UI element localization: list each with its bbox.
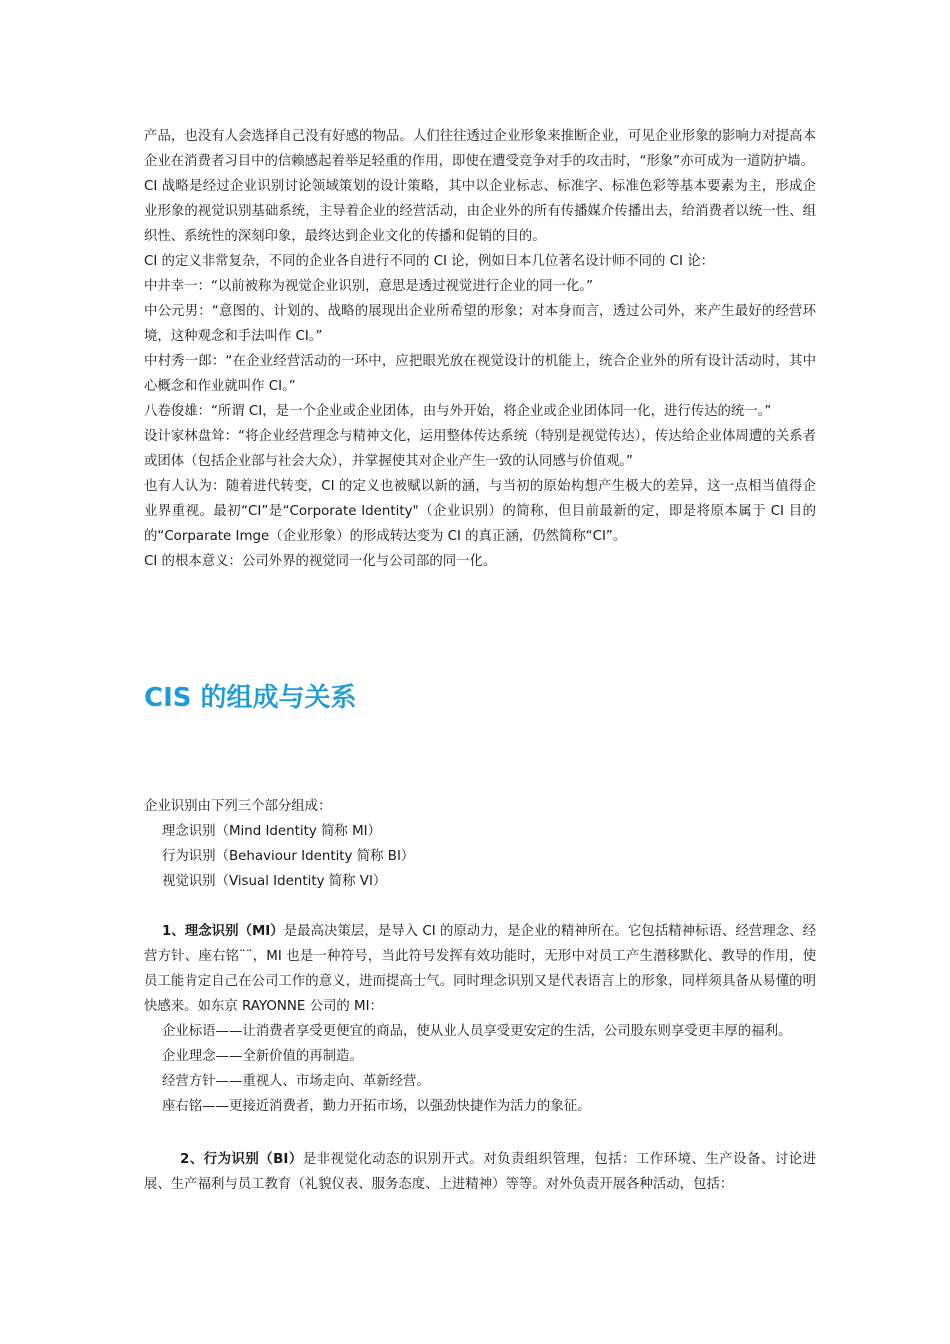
section-heading: CIS 的组成与关系 xyxy=(144,683,357,713)
document-page xyxy=(144,124,816,1192)
bi-title: 2、行为识别（BI） xyxy=(180,1152,303,1167)
intro-paragraph-2: CI 战略是经过企业识别讨论领域策划的设计策略，其中以企业标志、标准字、标准色彩等基本要素为主，形成企业形象的视觉识别基础系统，主导着企业的经营活动，由企业外的所有传播媒介传播出去，给消费者以统一性、组织性、系统性的深刻印象，最终达到企业文化的传播和促销的目的。 xyxy=(144,179,816,244)
part-item-bi: 行为识别（Behaviour Identity 简称 BI） xyxy=(162,849,415,864)
spacer xyxy=(144,894,816,919)
mi-item-policy: 经营方针——重视人、市场走向、革新经营。 xyxy=(162,1074,430,1089)
bi-paragraph xyxy=(144,1147,816,1197)
cis-section xyxy=(144,794,816,1197)
intro-paragraph-3: CI 的定义非常复杂，不同的企业各自进行不同的 CI 论，例如日本几位著名设计师不同的 CI 论： xyxy=(144,254,715,269)
section-lead: 企业识别由下列三个部分组成： xyxy=(144,799,332,814)
intro-paragraph-9: 也有人认为：随着进代转变，CI 的定义也被赋以新的涵，与当初的原始构想产生极大的差异，这一点相当值得企业界重视。最初“CI”是“Corporate Identity"（企业识别）的简称，但目前最新的定，即是将原本属于 CI 目的的“Corparate Imge（企业形象）的形成转达变为 CI 的真正涵，仍然简称“CI”。 xyxy=(144,479,816,544)
quote-nakanishi: 中公元男：“意图的、计划的、战略的展现出企业所希望的形象；对本身而言，透过公司外，来产生最好的经营环境，这种观念和手法叫作 CI。” xyxy=(144,304,816,344)
mi-text: 是最高决策层，是导入 CI 的原动力，是企业的精神所在。它包括精神标语、经营理念、经营方针、座右铭¨¨，MI 也是一种符号，当此符号发挥有效功能时，无形中对员工产生潜移默化、教导的作用，使员工能肯定自己在公司工作的意义，进而提高士气。同时理念识别又是代表语言上的形象，同样须具备从易懂的明快感来。如东京 RAYONNE 公司的 MI： xyxy=(144,924,816,1014)
mi-item-motto: 座右铭——更接近消费者，勤力开拓市场，以强劲快捷作为活力的象征。 xyxy=(162,1099,591,1114)
mi-item-slogan: 企业标语——让消费者享受更便宜的商品，使从业人员享受更安定的生活，公司股东则享受更丰厚的福利。 xyxy=(162,1024,792,1039)
spacer xyxy=(144,1119,816,1147)
bi-text: 是非视觉化动态的识别开式。对负责组织管理，包括：工作环境、生产设备、讨论进展、生产福利与员工教育（礼貌仪表、服务态度、上进精神）等等。对外负责开展各种活动，包括： xyxy=(144,1152,816,1192)
mi-item-philosophy: 企业理念——全新价值的再制造。 xyxy=(162,1049,363,1064)
quote-yamaki: 八卷俊雄：“所谓 CI，是一个企业或企业团体，由与外开始，将企业或企业团体同一化，进行传达的统一。” xyxy=(144,404,772,419)
quote-lin: 设计家林盘耸：“将企业经营理念与精神文化，运用整体传达系统（特别是视觉传达），传达给企业体周遭的关系者或团体（包括企业部与社会大众），并掌握使其对企业产生一致的认同感与价值观。” xyxy=(144,429,816,469)
quote-nakamura: 中村秀一郎：“在企业经营活动的一环中，应把眼光放在视觉设计的机能上，统合企业外的所有设计活动时，其中心概念和作业就叫作 CI。” xyxy=(144,354,816,394)
mi-paragraph xyxy=(144,919,816,1019)
part-item-vi: 视觉识别（Visual Identity 简称 VI） xyxy=(162,874,387,889)
mi-title: 1、理念识别（MI） xyxy=(162,924,284,939)
part-item-mi: 理念识别（Mind Identity 简称 MI） xyxy=(162,824,381,839)
quote-nakai: 中井幸一：“以前被称为视觉企业识别，意思是透过视觉进行企业的同一化。” xyxy=(144,279,594,294)
intro-paragraph-1: 产品，也没有人会选择自己没有好感的物品。人们往往透过企业形象来推断企业，可见企业形象的影响力对提高本企业在消费者习目中的信赖感起着举足轻重的作用，即使在遭受竞争对手的攻击时，“形象”亦可成为一道防护墙。 xyxy=(144,129,816,169)
intro-paragraph-10: CI 的根本意义：公司外界的视觉同一化与公司部的同一化。 xyxy=(144,554,497,569)
